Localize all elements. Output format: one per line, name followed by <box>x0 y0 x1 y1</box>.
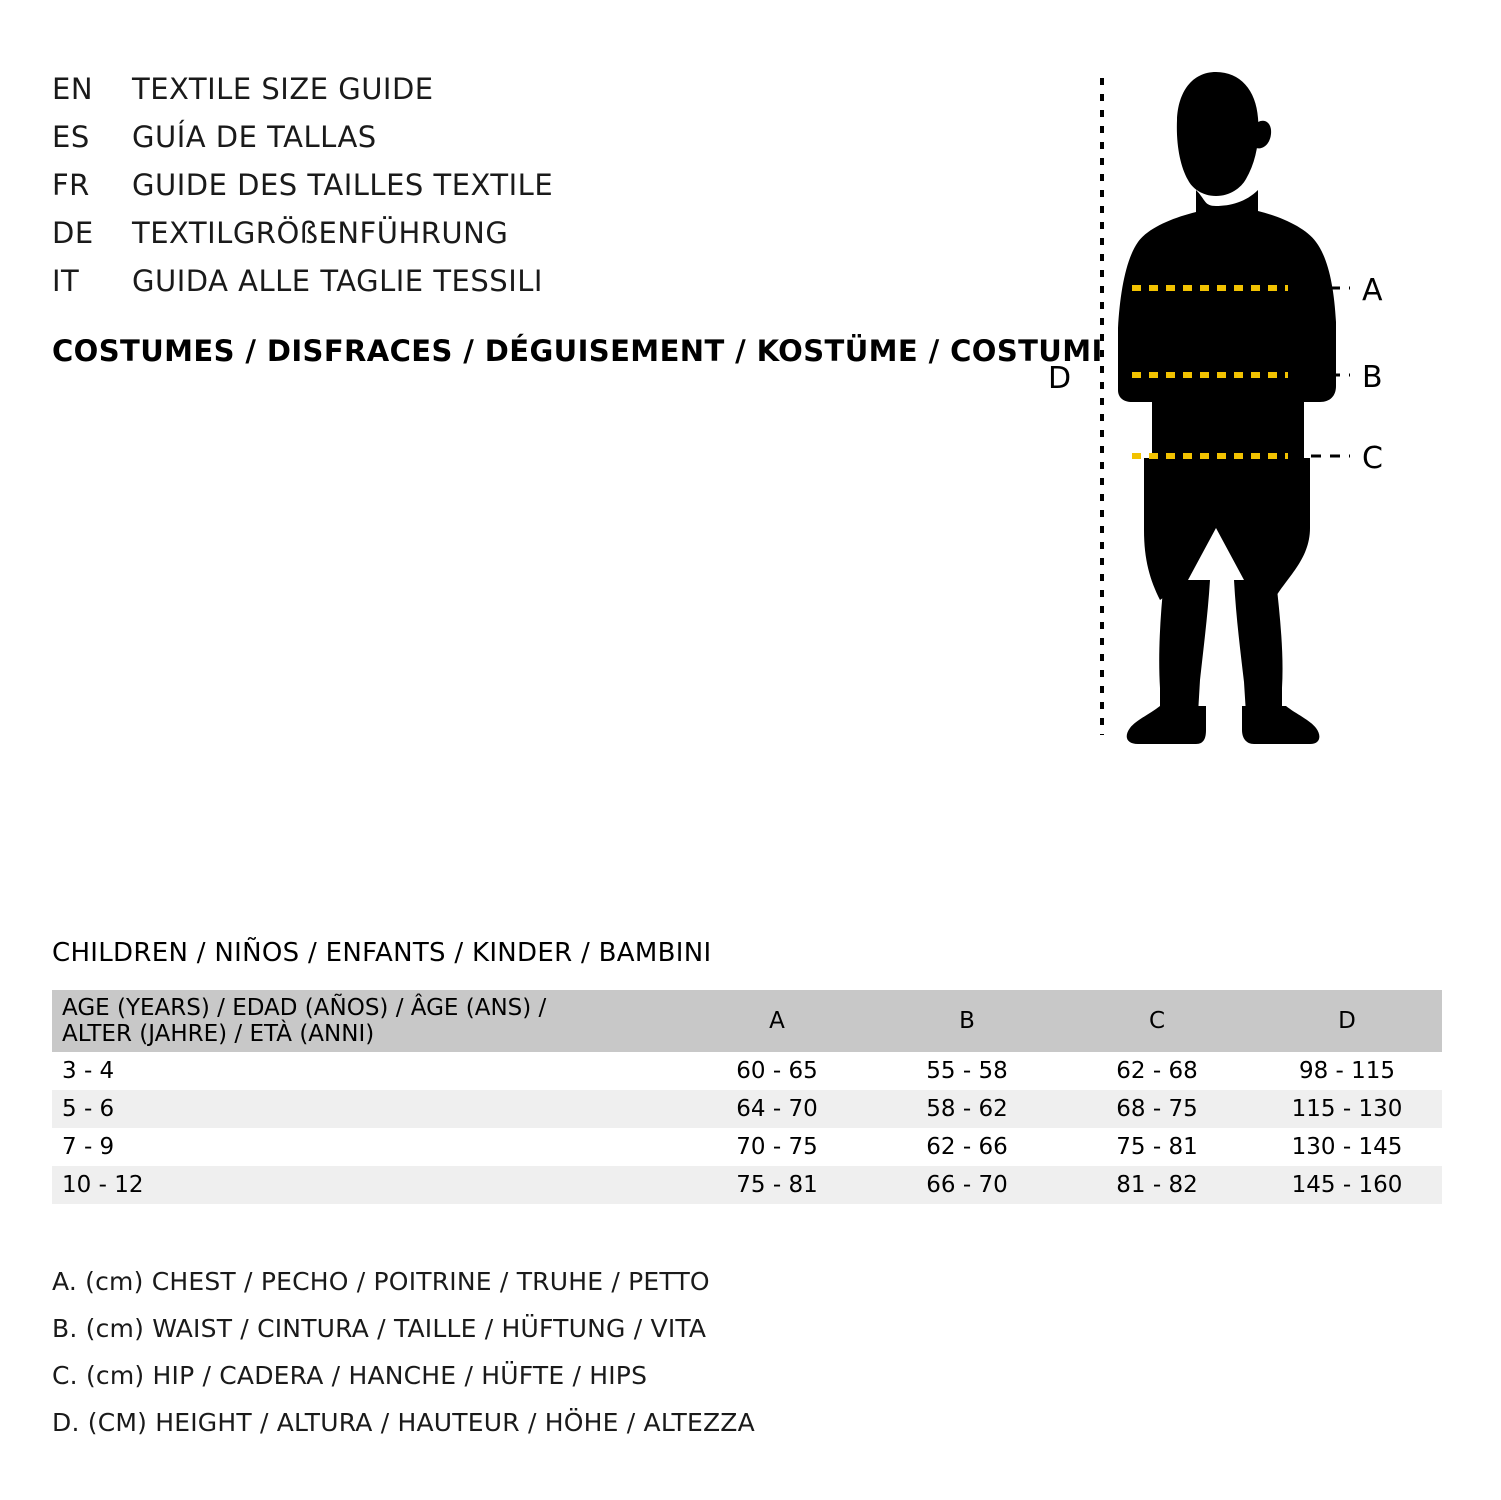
measurement-legend <box>52 1258 1252 1446</box>
language-code-en: EN <box>52 72 94 106</box>
size-table-header-row <box>52 990 1442 1052</box>
label-c: C <box>1362 441 1383 476</box>
language-header-block <box>52 72 1052 312</box>
header-a: A <box>769 1008 785 1034</box>
table-row <box>52 1052 1442 1090</box>
cell-age: 7 - 9 <box>62 1134 115 1160</box>
label-d: D <box>1048 361 1072 396</box>
cell-c: 68 - 75 <box>1116 1096 1198 1122</box>
cell-b: 58 - 62 <box>926 1096 1008 1122</box>
cell-c: 62 - 68 <box>1116 1058 1198 1084</box>
language-text-en: TEXTILE SIZE GUIDE <box>132 72 434 106</box>
language-row-fr <box>52 168 1052 216</box>
table-row <box>52 1128 1442 1166</box>
cell-age: 5 - 6 <box>62 1096 115 1122</box>
language-code-fr: FR <box>52 168 90 202</box>
cell-a: 75 - 81 <box>736 1172 818 1198</box>
header-d: D <box>1338 1008 1356 1034</box>
children-section-title: CHILDREN / NIÑOS / ENFANTS / KINDER / BAMBINI <box>52 938 712 968</box>
language-row-es <box>52 120 1052 168</box>
language-row-it <box>52 264 1052 312</box>
label-b: B <box>1362 360 1383 395</box>
header-age-line2: ALTER (JAHRE) / ETÀ (ANNI) <box>62 1021 375 1047</box>
cell-d: 115 - 130 <box>1291 1096 1403 1122</box>
language-row-en <box>52 72 1052 120</box>
language-code-de: DE <box>52 216 94 250</box>
cell-c: 75 - 81 <box>1116 1134 1198 1160</box>
label-a: A <box>1362 273 1383 308</box>
measurement-figure <box>1020 60 1480 760</box>
cell-d: 145 - 160 <box>1291 1172 1403 1198</box>
language-text-es: GUÍA DE TALLAS <box>132 120 377 154</box>
language-text-de: TEXTILGRÖßENFÜHRUNG <box>132 216 509 250</box>
cell-b: 66 - 70 <box>926 1172 1008 1198</box>
size-table <box>52 990 1442 1204</box>
header-age-line1: AGE (YEARS) / EDAD (AÑOS) / ÂGE (ANS) / <box>62 995 547 1021</box>
cell-b: 55 - 58 <box>926 1058 1008 1084</box>
cell-d: 130 - 145 <box>1291 1134 1403 1160</box>
table-row <box>52 1166 1442 1204</box>
header-b: B <box>959 1008 975 1034</box>
size-table-body <box>52 1052 1442 1204</box>
cell-d: 98 - 115 <box>1298 1058 1396 1084</box>
cell-age: 10 - 12 <box>62 1172 144 1198</box>
language-code-it: IT <box>52 264 80 298</box>
table-row <box>52 1090 1442 1128</box>
language-code-es: ES <box>52 120 90 154</box>
cell-b: 62 - 66 <box>926 1134 1008 1160</box>
size-table-head <box>52 990 1442 1052</box>
legend-row-b: B. (cm) WAIST / CINTURA / TAILLE / HÜFTUNG / VITA <box>52 1314 707 1343</box>
header-age <box>52 990 682 1052</box>
cell-a: 70 - 75 <box>736 1134 818 1160</box>
cell-a: 64 - 70 <box>736 1096 818 1122</box>
language-row-de <box>52 216 1052 264</box>
legend-row-a: A. (cm) CHEST / PECHO / POITRINE / TRUHE / PETTO <box>52 1267 710 1296</box>
language-text-it: GUIDA ALLE TAGLIE TESSILI <box>132 264 543 298</box>
legend-row-d: D. (CM) HEIGHT / ALTURA / HAUTEUR / HÖHE / ALTEZZA <box>52 1408 755 1437</box>
header-c: C <box>1148 1008 1166 1034</box>
cell-a: 60 - 65 <box>736 1058 818 1084</box>
child-silhouette <box>1118 72 1336 744</box>
cell-age: 3 - 4 <box>62 1058 115 1084</box>
legend-row-c: C. (cm) HIP / CADERA / HANCHE / HÜFTE / HIPS <box>52 1361 648 1390</box>
cell-c: 81 - 82 <box>1116 1172 1198 1198</box>
costumes-subtitle: COSTUMES / DISFRACES / DÉGUISEMENT / KOSTÜME / COSTUMI <box>52 334 1103 368</box>
language-text-fr: GUIDE DES TAILLES TEXTILE <box>132 168 554 202</box>
